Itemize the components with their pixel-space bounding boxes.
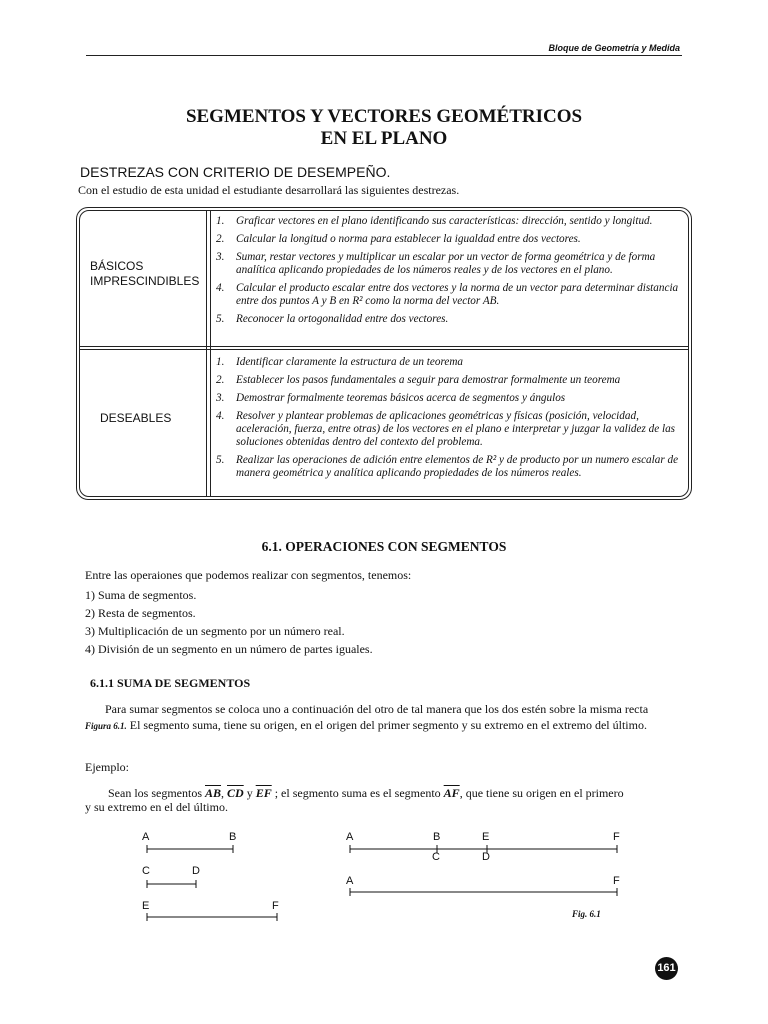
paragraph-text: El segmento suma, tiene su origen, en el origen del primer segmento y su extremo en el extremo del último. [126,718,647,732]
figure-caption: Fig. 6.1 [572,909,601,919]
item-number: 1. [216,356,225,368]
separator: y [243,786,256,800]
item-number: 4. [216,282,225,294]
destrezas-heading: DESTREZAS CON CRITERIO DE DESEMPEÑO. [80,164,391,180]
item-number: 2. [216,374,225,386]
page-number-badge: 161 [655,957,678,980]
header-block-label: Bloque de Geometría y Medida [548,43,680,53]
operation-item: 3) Multiplicación de un segmento por un número real. [85,624,345,638]
example-text: Sean los segmentos [108,786,205,800]
item-text: Sumar, restar vectores y multiplicar un escalar por un vector de forma geométrica y de forma analítica aplicando propiedades de los números reales y de los vectores en el plano. [236,251,656,276]
example-text: ; el segmento suma es el segmento [271,786,444,800]
item-number: 5. [216,313,225,325]
item-text: Establecer los pasos fundamentales a seguir para demostrar formalmente un teorema [236,374,621,386]
page-title-line1: SEGMENTOS Y VECTORES GEOMÉTRICOS [185,106,583,127]
point-label-f: F [613,875,620,887]
item-text: Resolver y plantear problemas de aplicaciones geométricas y físicas (posición, velocidad, aceleración, fuerza, entre otras) de los vectores en el plano e interpretar y juzgar la validez de las soluciones obtenidas dentro del contexto del problema. [236,410,676,448]
item-text: Reconocer la ortogonalidad entre dos vectores. [236,313,449,325]
point-label-b: B [229,831,237,843]
point-label-a: A [346,831,354,843]
point-label-d: D [482,851,490,863]
subsection-title: 6.1.1 SUMA DE SEGMENTOS [90,676,251,690]
intro-text: Con el estudio de esta unidad el estudiante desarrollará las siguientes destrezas. [78,183,460,197]
point-label-b: B [433,831,441,843]
item-number: 4. [216,410,225,422]
operation-item: 2) Resta de segmentos. [85,606,196,620]
item-text: Realizar las operaciones de adición entre elementos de R² y de producto por un numero escalar de manera geométrica y analítica aplicando propiedades de los números reales. [236,454,679,479]
point-label-d: D [192,865,200,877]
example-text: , que tiene su origen en el primero [459,786,624,800]
example-label: Ejemplo: [85,760,129,774]
item-number: 3. [216,251,225,263]
row-label-basic-line1: BÁSICOS [90,259,144,273]
point-label-a: A [142,831,150,843]
item-text: Demostrar formalmente teoremas básicos acerca de segmentos y ángulos [236,392,566,404]
section-intro: Entre las operaiones que podemos realizar con segmentos, tenemos: [85,568,412,582]
item-text: Graficar vectores en el plano identificando sus características: dirección, sentido y longitud. [236,215,653,227]
page-title-line2: EN EL PLANO [320,128,448,149]
point-label-a: A [346,875,354,887]
item-text: Identificar claramente la estructura de un teorema [236,356,464,368]
segment-ab: $\overline{AB}$ [205,786,222,800]
point-label-f: F [613,831,620,843]
point-label-e: E [142,900,150,912]
separator: , [221,786,228,800]
paragraph-line: Para sumar segmentos se coloca uno a continuación del otro de tal manera que los dos estén sobre la misma recta [105,702,649,716]
example-line-cont: y su extremo en el del último. [85,800,228,814]
point-label-e: E [482,831,490,843]
segment-cd: $\overline{CD}$ [227,786,244,800]
item-number: 2. [216,233,225,245]
item-number: 1. [216,215,225,227]
section-title: 6.1. OPERACIONES CON SEGMENTOS [261,539,507,554]
item-number: 5. [216,454,225,466]
item-text: Calcular el producto escalar entre dos vectores y la norma de un vector para determinar distancia entre dos puntos A y B en R² como la norma del vector AB. [236,282,679,307]
row-label-basic-line2: IMPRESCINDIBLES [90,274,200,288]
segment-ef: $\overline{EF}$ [255,786,272,800]
operation-item: 1) Suma de segmentos. [85,588,197,602]
segment-af: $\overline{AF}$ [443,786,460,800]
point-label-f: F [272,900,279,912]
point-label-c: C [432,851,440,863]
figure-reference: Figura 6.1. [85,721,127,731]
item-number: 3. [216,392,225,404]
row-label-desirable: DESEABLES [100,411,172,425]
item-text: Calcular la longitud o norma para establecer la igualdad entre dos vectores. [236,233,581,245]
operation-item: 4) División de un segmento en un número de partes iguales. [85,642,373,656]
point-label-c: C [142,865,150,877]
